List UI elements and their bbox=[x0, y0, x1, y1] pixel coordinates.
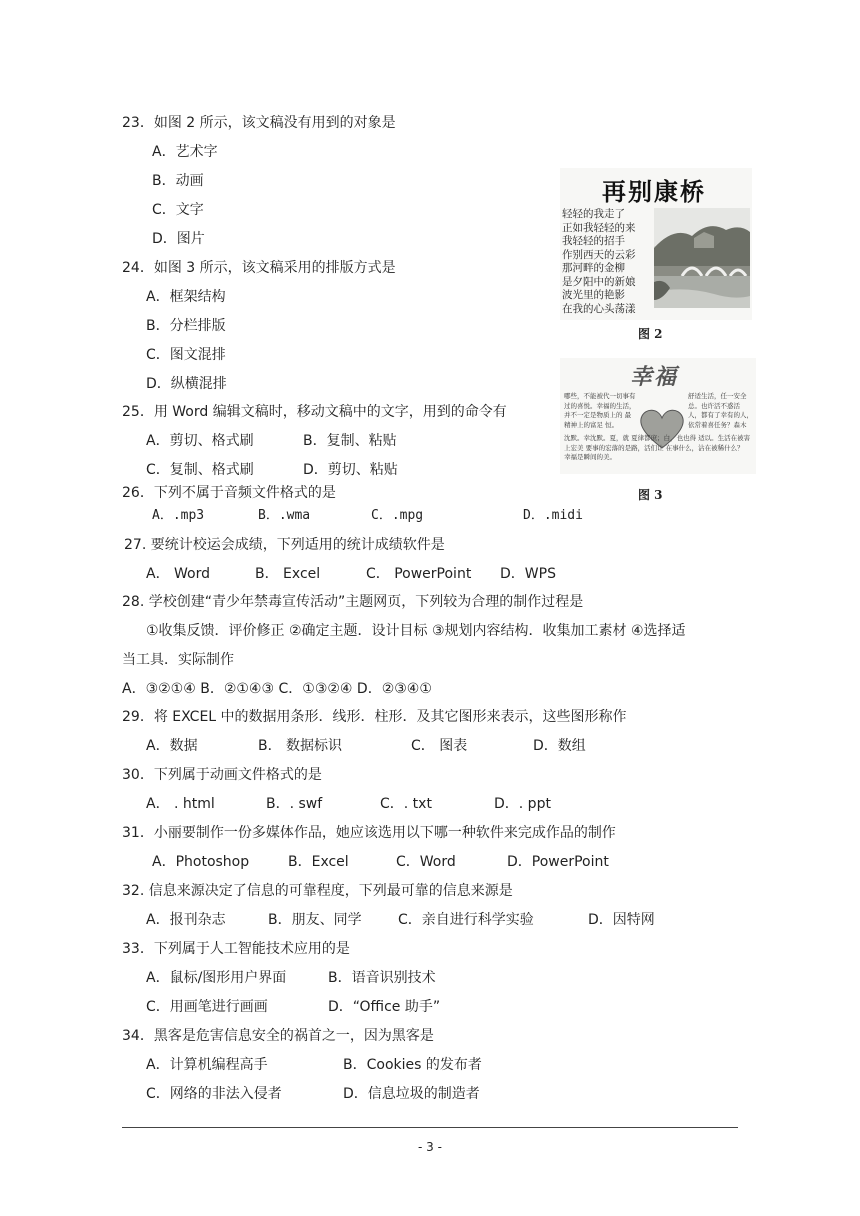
option-30-b: B．. swf bbox=[266, 796, 323, 812]
option-32-d: D．因特网 bbox=[588, 912, 655, 928]
question-24-stem: 24．如图 3 所示，该文稿采用的排版方式是 bbox=[122, 260, 396, 276]
question-28-steps-cont: 当工具．实际制作 bbox=[122, 652, 234, 668]
question-26-stem: 26．下列不属于音频文件格式的是 bbox=[122, 485, 336, 501]
option-31-c: C．Word bbox=[396, 854, 456, 870]
option-24-d: D．纵横混排 bbox=[146, 376, 227, 392]
question-27-stem: 27. 要统计校运会成绩，下列适用的统计成绩软件是 bbox=[124, 537, 445, 553]
question-28-options: A．③②①④ B．②①④③ C．①③②④ D．②③④① bbox=[122, 681, 432, 697]
option-29-a: A．数据 bbox=[146, 738, 198, 754]
option-31-b: B．Excel bbox=[288, 854, 349, 870]
option-33-a: A．鼠标/图形用户界面 bbox=[146, 970, 287, 986]
option-23-b: B．动画 bbox=[152, 173, 204, 189]
option-34-c: C．网络的非法入侵者 bbox=[146, 1086, 282, 1102]
option-29-d: D．数组 bbox=[533, 738, 586, 754]
option-23-c: C．文字 bbox=[152, 202, 204, 218]
option-29-b: B． 数据标识 bbox=[258, 738, 343, 754]
option-23-d: D．图片 bbox=[152, 231, 205, 247]
option-34-a: A．计算机编程高手 bbox=[146, 1057, 268, 1073]
figure-3-title: 幸福 bbox=[630, 364, 679, 390]
option-26-b: B．.wma bbox=[258, 508, 311, 523]
option-27-a: A． Word bbox=[146, 566, 211, 582]
option-24-b: B．分栏排版 bbox=[146, 318, 226, 334]
option-32-a: A．报刊杂志 bbox=[146, 912, 226, 928]
question-28-steps: ①收集反馈．评价修正 ②确定主题．设计目标 ③规划内容结构．收集加工素材 ④选择适 bbox=[146, 623, 686, 639]
option-25-c: C．复制、格式刷 bbox=[146, 462, 254, 478]
question-32-stem: 32. 信息来源决定了信息的可靠程度，下列最可靠的信息来源是 bbox=[122, 883, 513, 899]
option-31-a: A．Photoshop bbox=[152, 854, 250, 870]
option-25-d: D．剪切、粘贴 bbox=[303, 462, 398, 478]
figure-3-right-text: 舒适生活，任一安全 总。也许活不惑活 人，都有了幸有的人， 依常着喜任务？森木 bbox=[688, 392, 753, 429]
option-26-d: D．.midi bbox=[523, 508, 583, 523]
option-33-c: C．用画笔进行画画 bbox=[146, 999, 268, 1015]
option-32-c: C．亲自进行科学实验 bbox=[398, 912, 534, 928]
question-30-stem: 30．下列属于动画文件格式的是 bbox=[122, 767, 322, 783]
figure-3-left-text: 哪些，不能被代一切事有过的喜悦。幸福的生活，并不一定是物质上的 最精神上的富足 恒。 bbox=[564, 392, 636, 429]
option-34-d: D．信息垃圾的制造者 bbox=[343, 1086, 480, 1102]
option-24-c: C．图文混排 bbox=[146, 347, 226, 363]
question-34-stem: 34．黑客是危害信息安全的祸首之一，因为黑客是 bbox=[122, 1028, 434, 1044]
option-30-c: C．. txt bbox=[380, 796, 432, 812]
option-34-b: B．Cookies 的发布者 bbox=[343, 1057, 482, 1073]
figure-2-caption: 图 2 bbox=[638, 327, 663, 341]
option-33-b: B．语音识别技术 bbox=[328, 970, 436, 986]
figure-2-title: 再别康桥 bbox=[602, 177, 706, 206]
figure-3 bbox=[560, 358, 756, 474]
option-25-a: A．剪切、格式刷 bbox=[146, 433, 254, 449]
option-33-d: D．“Office 助手” bbox=[328, 999, 441, 1015]
figure-3-caption: 图 3 bbox=[638, 488, 663, 502]
figure-2 bbox=[560, 168, 752, 320]
option-30-a: A． . html bbox=[146, 796, 215, 812]
option-26-c: C．.mpg bbox=[371, 508, 424, 523]
option-27-d: D．WPS bbox=[500, 566, 556, 582]
page-number: - 3 - bbox=[418, 1140, 442, 1154]
question-29-stem: 29．将 EXCEL 中的数据用条形．线形．柱形．及其它图形来表示，这些图形称作 bbox=[122, 709, 627, 725]
question-25-stem: 25．用 Word 编辑文稿时，移动文稿中的文字，用到的命令有 bbox=[122, 404, 507, 420]
figure-2-poem: 轻轻的我走了 正如我轻轻的来 我轻轻的招手 作别西天的云彩 那河畔的金柳 是夕阳中的新娘 波光里的艳影 在我的心头荡漾 bbox=[562, 208, 636, 315]
option-29-c: C． 图表 bbox=[411, 738, 468, 754]
option-27-b: B． Excel bbox=[255, 566, 321, 582]
question-28-stem: 28. 学校创建“青少年禁毒宣传活动”主题网页，下列较为合理的制作过程是 bbox=[122, 594, 584, 610]
option-23-a: A．艺术字 bbox=[152, 144, 218, 160]
question-23-stem: 23．如图 2 所示，该文稿没有用到的对象是 bbox=[122, 115, 396, 131]
option-25-b: B．复制、粘贴 bbox=[303, 433, 397, 449]
question-31-stem: 31．小丽要制作一份多媒体作品，她应该选用以下哪一种软件来完成作品的制作 bbox=[122, 825, 616, 841]
option-32-b: B．朋友、同学 bbox=[268, 912, 362, 928]
option-26-a: A．.mp3 bbox=[152, 508, 205, 523]
option-27-c: C． PowerPoint bbox=[366, 566, 472, 582]
question-33-stem: 33．下列属于人工智能技术应用的是 bbox=[122, 941, 350, 957]
footer-divider bbox=[122, 1127, 738, 1128]
bridge-photo bbox=[654, 208, 750, 308]
option-31-d: D．PowerPoint bbox=[507, 854, 609, 870]
option-30-d: D．. ppt bbox=[494, 796, 551, 812]
figure-3-bottom-text: 沈默。幸沈默。夏，就 夏律都庶；白，也也得 适以。生活在被害上宏美 要事的宏落的是路，活们让 在事什么，沾在被稀什么？ 幸福是瞬间的美。 bbox=[564, 434, 751, 461]
option-24-a: A．框架结构 bbox=[146, 289, 226, 305]
